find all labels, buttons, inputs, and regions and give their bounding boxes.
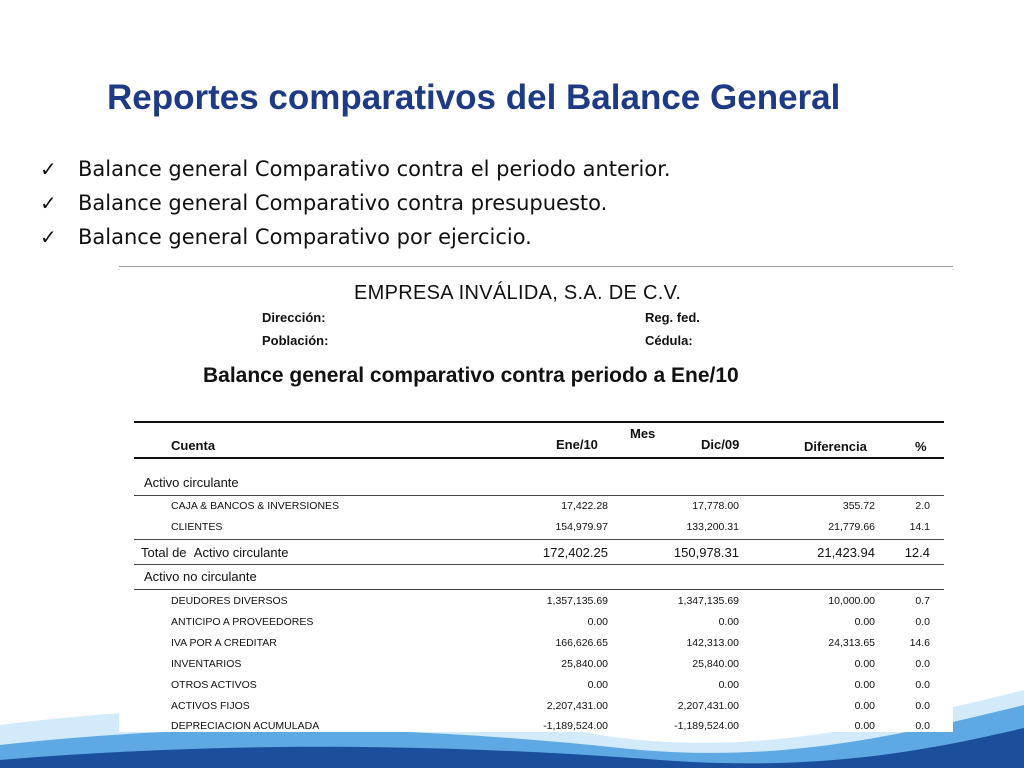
value-dic09: 1,347,135.69	[677, 595, 739, 607]
slide-title: Reportes comparativos del Balance General	[107, 78, 841, 117]
table-row	[134, 697, 944, 717]
header-ene10: Ene/10	[556, 437, 598, 452]
header-diferencia: Diferencia	[804, 439, 867, 454]
table-row	[134, 717, 944, 732]
bullet-text: Balance general Comparativo por ejercicio.	[78, 225, 532, 249]
report-document	[119, 266, 953, 732]
check-mark-icon: ✓	[40, 191, 57, 215]
bullet-item	[40, 220, 671, 254]
value-diferencia: 0.00	[854, 616, 875, 628]
total-percent: 12.4	[904, 545, 930, 560]
value-ene10: 166,626.65	[555, 637, 608, 649]
section-rule	[134, 589, 944, 590]
check-mark-icon: ✓	[40, 157, 57, 181]
total-dic09: 150,978.31	[673, 545, 739, 560]
header-mes: Mes	[630, 426, 656, 441]
total-label	[141, 545, 288, 560]
document-top-border	[119, 266, 953, 267]
total-ene10: 172,402.25	[542, 545, 608, 560]
value-dic09: 0.00	[718, 679, 739, 691]
check-mark-icon: ✓	[40, 225, 57, 249]
value-diferencia: 355.72	[842, 500, 875, 512]
table-row	[134, 676, 944, 696]
value-diferencia: 0.00	[854, 658, 875, 670]
bullet-item	[40, 152, 671, 186]
table-row	[134, 613, 944, 633]
header-cuenta: Cuenta	[171, 438, 216, 453]
total-row	[134, 540, 944, 564]
value-diferencia: 24,313.65	[828, 637, 875, 649]
value-percent: 0.0	[915, 720, 930, 732]
total-bottom-rule	[134, 564, 944, 565]
header-top-rule	[134, 421, 944, 423]
value-dic09: 2,207,431.00	[677, 700, 739, 712]
value-dic09: -1,189,524.00	[674, 720, 739, 732]
value-diferencia: 0.00	[854, 700, 875, 712]
value-dic09: 17,778.00	[692, 500, 739, 512]
account-name: CLIENTES	[171, 521, 223, 533]
reg-fed-label: Reg. fed.	[645, 310, 700, 325]
direccion-label: Dirección:	[262, 310, 326, 325]
company-name: EMPRESA INVÁLIDA, S.A. DE C.V.	[354, 282, 682, 304]
value-dic09: 25,840.00	[692, 658, 739, 670]
section-activo-no-circulante: Activo no circulante	[144, 569, 257, 584]
value-percent: 2.0	[915, 500, 930, 512]
value-percent: 0.0	[915, 700, 930, 712]
value-percent: 0.0	[915, 679, 930, 691]
value-dic09: 133,200.31	[686, 521, 739, 533]
header-bottom-rule	[134, 457, 944, 459]
total-diferencia: 21,423.94	[817, 545, 875, 560]
table-row	[134, 518, 944, 538]
value-ene10: -1,189,524.00	[543, 720, 608, 732]
value-percent: 0.0	[915, 658, 930, 670]
bullet-text: Balance general Comparativo contra presupuesto.	[78, 191, 608, 215]
value-diferencia: 0.00	[854, 720, 875, 732]
value-ene10: 0.00	[587, 679, 608, 691]
table-row	[134, 634, 944, 654]
section-activo-circulante: Activo circulante	[144, 475, 239, 490]
value-percent: 0.7	[915, 595, 930, 607]
poblacion-label: Población:	[262, 333, 329, 348]
table-row	[134, 592, 944, 612]
value-dic09: 0.00	[718, 616, 739, 628]
table-row	[134, 497, 944, 517]
total-name: Activo circulante	[193, 545, 289, 560]
value-percent: 14.6	[909, 637, 930, 649]
value-dic09: 142,313.00	[686, 637, 739, 649]
value-ene10: 0.00	[587, 616, 608, 628]
value-ene10: 2,207,431.00	[546, 700, 608, 712]
value-percent: 0.0	[915, 616, 930, 628]
account-name: IVA POR A CREDITAR	[171, 637, 277, 649]
value-diferencia: 21,779.66	[828, 521, 875, 533]
bullet-item	[40, 186, 671, 220]
account-name: INVENTARIOS	[171, 658, 242, 670]
cedula-label: Cédula:	[645, 333, 693, 348]
value-diferencia: 0.00	[854, 679, 875, 691]
account-name: OTROS ACTIVOS	[171, 679, 257, 691]
account-name: ANTICIPO A PROVEEDORES	[171, 616, 314, 628]
account-name: DEUDORES DIVERSOS	[171, 595, 288, 607]
header-percent: %	[915, 439, 927, 454]
account-name: ACTIVOS FIJOS	[171, 700, 250, 712]
header-dic09: Dic/09	[701, 437, 740, 452]
bullet-text: Balance general Comparativo contra el periodo anterior.	[78, 157, 671, 181]
value-percent: 14.1	[909, 521, 930, 533]
value-ene10: 1,357,135.69	[546, 595, 608, 607]
report-title: Balance general comparativo contra periodo a Ene/10	[203, 364, 739, 387]
total-prefix: Total de	[141, 545, 187, 560]
table-row	[134, 655, 944, 675]
value-ene10: 17,422.28	[561, 500, 608, 512]
value-ene10: 25,840.00	[561, 658, 608, 670]
bullet-list	[40, 152, 671, 254]
value-ene10: 154,979.97	[555, 521, 608, 533]
account-name: CAJA & BANCOS & INVERSIONES	[171, 500, 340, 512]
value-diferencia: 10,000.00	[828, 595, 875, 607]
section-rule	[134, 495, 944, 496]
account-name: DEPRECIACION ACUMULADA	[171, 720, 320, 732]
